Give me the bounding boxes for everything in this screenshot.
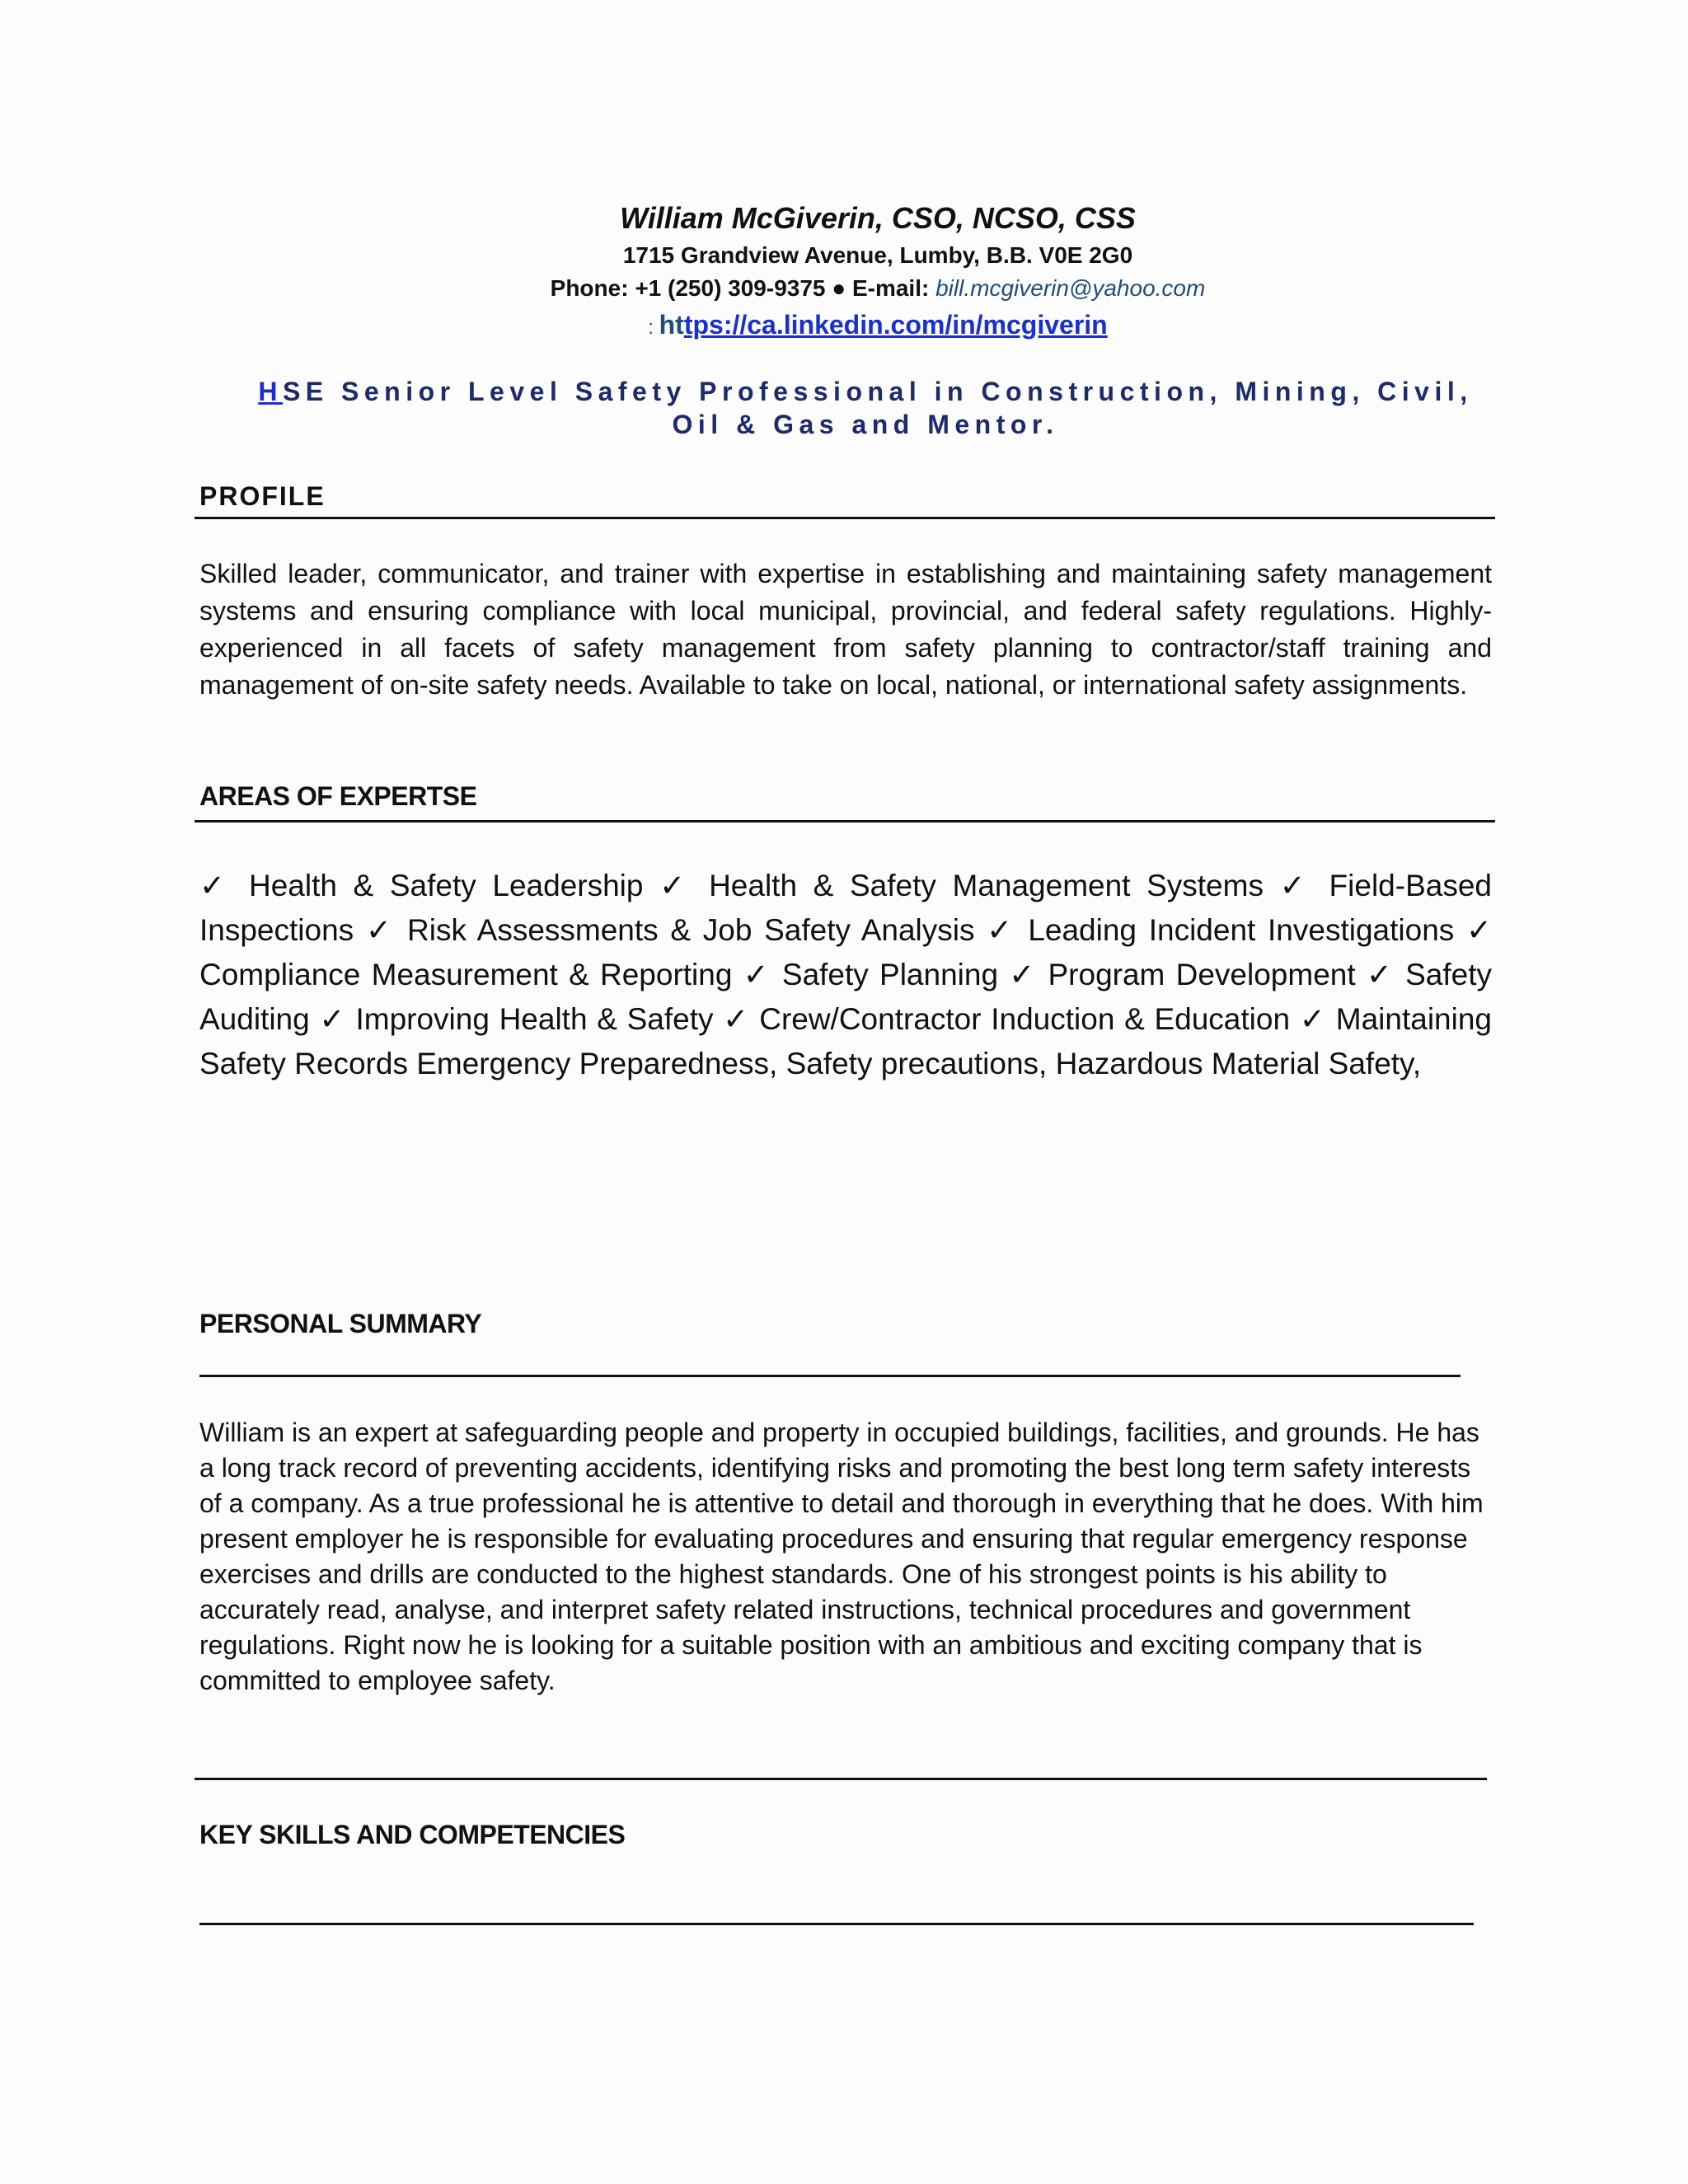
candidate-name: William McGiverin, CSO, NCSO, CSS: [620, 201, 1136, 235]
tagline-text: SE Senior Level Safety Professional in Construction, Mining, Civil, Oil & Gas and Mentor.: [282, 377, 1473, 439]
contact-header: [0, 198, 1688, 348]
expertise-heading: AREAS OF EXPERTSE: [199, 781, 477, 811]
summary-text: William is an expert at safeguarding people and property in occupied buildings, facilities, and grounds. He has a long track record of preventing accidents, identifying risks and promoting the best long term safety interests of a company. As a true professional he is attentive to detail and thorough in everything that he does. With him present employer he is responsible for evaluating procedures and ensuring that regular emergency response exercises and drills are conducted to the highest standards. One of his strongest points is his ability to accurately read, analyse, and interpret safety related instructions, technical procedures and government regulations. Right now he is looking for a suitable position with an ambitious and exciting company that is committed to employee safety.: [199, 1418, 1484, 1695]
link-prefix: :: [648, 316, 659, 339]
phone-email-line: [0, 272, 1688, 305]
linkedin-link[interactable]: tps://ca.linkedin.com/in/mcgiverin: [683, 310, 1108, 340]
phone-label: Phone: +1 (250) 309-9375 ● E-mail:: [550, 275, 936, 301]
profile-text: Skilled leader, communicator, and trainer with expertise in establishing and maintaining safety management systems and ensuring compliance with local municipal, provincial, and federal safety regulations. Highly-experienced in all facets of safety management from safety planning to contractor/staff training and management of on-site safety needs. Available to take on local, national, or international safety assignments.: [199, 559, 1492, 700]
summary-end-divider: [195, 1778, 1487, 1780]
profile-divider: [195, 517, 1495, 519]
summary-divider: [199, 1375, 1461, 1377]
expertise-divider: [195, 820, 1495, 823]
expertise-list: ✓ Health & Safety Leadership ✓ Health & Safety Management Systems ✓ Field-Based Inspections ✓ Risk Assessments & Job Safety Analysis ✓ Leading Incident Investigations ✓ Compliance Measurement & Reporting ✓ Safety Planning ✓ Program Development ✓ Safety Auditing ✓ Improving Health & Safety ✓ Crew/Contractor Induction & Education ✓ Maintaining Safety Records Emergency Preparedness, Safety precautions, Hazardous Material Safety,: [199, 869, 1492, 1080]
email-link[interactable]: bill.mcgiverin@yahoo.com: [935, 275, 1206, 301]
professional-tagline: [239, 375, 1492, 441]
skills-divider: [199, 1923, 1474, 1925]
skills-heading: KEY SKILLS AND COMPETENCIES: [199, 1820, 626, 1849]
linkedin-line: [0, 305, 1688, 348]
address: 1715 Grandview Avenue, Lumby, B.B. V0E 2G0: [622, 242, 1133, 268]
profile-heading: PROFILE: [199, 481, 326, 511]
link-lead: ht: [659, 310, 684, 340]
tagline-first-letter: H: [258, 377, 283, 406]
summary-heading: PERSONAL SUMMARY: [199, 1309, 482, 1338]
